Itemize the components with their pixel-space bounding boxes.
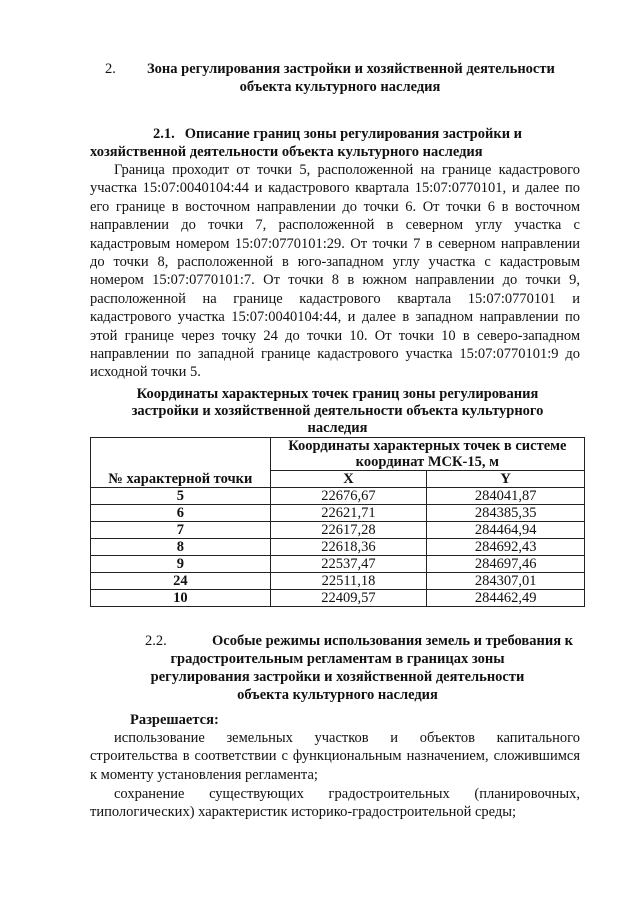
column-header-coordinates-line2: координат МСК-15, м <box>355 454 499 470</box>
cell-point: 7 <box>91 522 271 539</box>
cell-y: 284692,43 <box>427 539 585 556</box>
subsection-1-title-line2: хозяйственной деятельности объекта культурного наследия <box>90 144 483 160</box>
table-row <box>91 488 585 505</box>
table-row <box>91 556 585 573</box>
cell-point: 8 <box>91 539 271 556</box>
table-caption-line2: застройки и хозяйственной деятельности объекта культурного <box>131 403 544 419</box>
subsection-2-title-line1: Особые режимы использования земель и требования к <box>212 633 574 649</box>
cell-x: 22537,47 <box>270 556 427 573</box>
subsection-2-title-line4: объекта культурного наследия <box>237 687 438 703</box>
table-row <box>91 539 585 556</box>
coordinates-table <box>90 437 585 607</box>
section-title-line1: Зона регулирования застройки и хозяйственной деятельности <box>147 61 555 77</box>
section-number: 2. <box>105 61 116 77</box>
column-header-point: № характерной точки <box>91 438 271 488</box>
column-header-y: Y <box>427 471 585 488</box>
table-caption-line1: Координаты характерных точек границ зоны регулирования <box>136 386 539 402</box>
cell-y: 284464,94 <box>427 522 585 539</box>
boundary-description: Граница проходит от точки 5, расположенной на границе кадастрового участка 15:07:0040104:44 и кадастрового квартала 15:07:0770101, и далее по его границе в восточном направлении до точки 6. От точки 6 в восточном направлении до точки 7, расположенной в северном углу участка с кадастровым номером 15:07:0770101:29. От точки 7 в северном направлении до точки 8, расположенной в юго-западном углу участка с кадастровым номером 15:07:0770101:7. От точки 8 в южном направлении до точки 9, расположенной на границе кадастрового квартала 15:07:0770101 и кадастрового участка 15:07:0040104:44, и далее в западном направлении по этой границе через точку 24 до точки 10. От точки 10 в северо-западном направлении по западной границе кадастрового участка 15:07:0770101:9 до исходной точки 5. <box>90 162 580 381</box>
allowed-item-1: использование земельных участков и объектов капитального строительства в соответствии с функциональным назначением, сложившимся к моменту установления регламента; <box>90 730 580 783</box>
cell-y: 284697,46 <box>427 556 585 573</box>
cell-y: 284307,01 <box>427 573 585 590</box>
cell-point: 24 <box>91 573 271 590</box>
cell-y: 284041,87 <box>427 488 585 505</box>
subsection-2-number: 2.2. <box>145 633 167 649</box>
cell-x: 22617,28 <box>270 522 427 539</box>
cell-y: 284462,49 <box>427 590 585 607</box>
table-caption <box>90 386 585 437</box>
allowed-item-2: сохранение существующих градостроительных (планировочных, типологических) характеристик историко-градостроительной среды; <box>90 786 580 821</box>
cell-point: 5 <box>91 488 271 505</box>
table-row <box>91 505 585 522</box>
subsection-1-title-line1: Описание границ зоны регулирования застройки и <box>184 126 523 142</box>
cell-x: 22618,36 <box>270 539 427 556</box>
subsection-1-heading <box>90 125 585 161</box>
subsection-2-title-line2: градостроительным регламентам в границах зоны <box>170 651 505 667</box>
section-title-line2: объекта культурного наследия <box>239 79 441 95</box>
subsection-1-number: 2.1. <box>152 126 175 142</box>
column-header-x: X <box>270 471 427 488</box>
column-header-coordinates <box>270 438 584 471</box>
cell-point: 10 <box>91 590 271 607</box>
cell-y: 284385,35 <box>427 505 585 522</box>
cell-point: 6 <box>91 505 271 522</box>
column-header-coordinates-line1: Координаты характерных точек в системе <box>288 438 567 454</box>
allowed-label: Разрешается: <box>130 712 219 728</box>
cell-point: 9 <box>91 556 271 573</box>
cell-x: 22676,67 <box>270 488 427 505</box>
table-row <box>91 573 585 590</box>
table-row <box>91 590 585 607</box>
cell-x: 22409,57 <box>270 590 427 607</box>
cell-x: 22621,71 <box>270 505 427 522</box>
cell-x: 22511,18 <box>270 573 427 590</box>
table-caption-line3: наследия <box>307 420 368 436</box>
table-row <box>91 522 585 539</box>
subsection-2-title-line3: регулирования застройки и хозяйственной деятельности <box>150 669 525 685</box>
